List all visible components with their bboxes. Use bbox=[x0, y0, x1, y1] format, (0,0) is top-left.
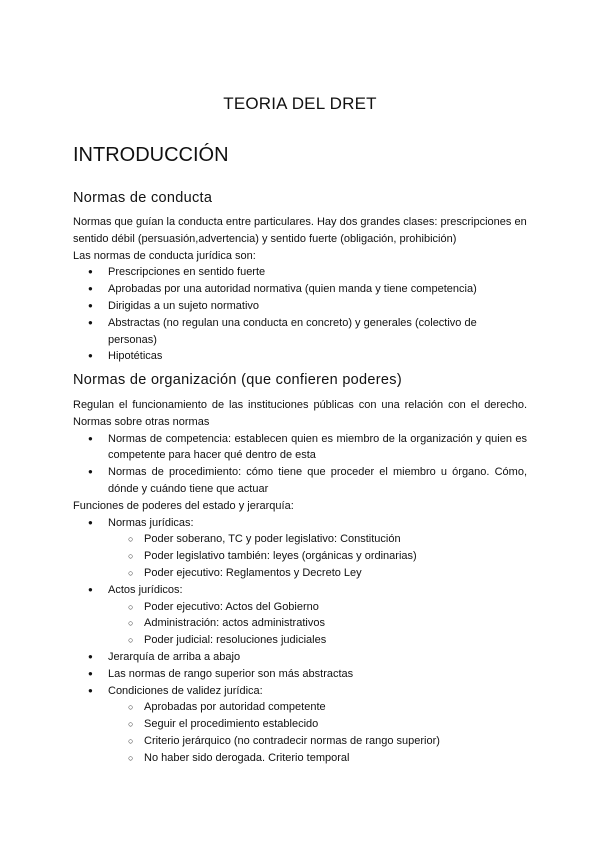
list-item: ● Las normas de rango superior son más abstractas bbox=[73, 666, 527, 683]
section1-body bbox=[73, 214, 527, 365]
sublist bbox=[73, 699, 527, 766]
list-item: ● Normas de procedimiento: cómo tiene que proceder el miembro u órgano. Cómo, dónde y cuándo tiene que actuar bbox=[73, 464, 527, 498]
sublist-item: ○ Seguir el procedimiento establecido bbox=[73, 716, 527, 733]
sublist bbox=[73, 599, 527, 649]
list-item-label: Condiciones de validez jurídica: bbox=[108, 684, 263, 697]
sublist-item: ○ Poder ejecutivo: Reglamentos y Decreto Ley bbox=[73, 565, 527, 582]
list-item: ● Prescripciones en sentido fuerte bbox=[73, 264, 527, 281]
sublist-item: ○ Poder judicial: resoluciones judiciales bbox=[73, 632, 527, 649]
list-item bbox=[73, 515, 527, 532]
list-item: ● Hipotéticas bbox=[73, 348, 527, 365]
list-item-label: Normas jurídicas: bbox=[108, 516, 194, 529]
sublist bbox=[73, 531, 527, 581]
subheading-normas-de-conducta: Normas de conducta bbox=[73, 190, 213, 206]
sublist-container bbox=[73, 599, 527, 649]
list-item-label: Actos jurídicos: bbox=[108, 583, 183, 596]
sublist-container bbox=[73, 699, 527, 766]
sublist-item: ○ Aprobadas por autoridad competente bbox=[73, 699, 527, 716]
subheading-normas-de-organizacion: Normas de organización (que confieren poderes) bbox=[73, 372, 402, 388]
sublist-item: ○ Criterio jerárquico (no contradecir normas de rango superior) bbox=[73, 733, 527, 750]
section2-intro: Regulan el funcionamiento de las instituciones públicas con una relación con el derecho. Normas sobre otras normas bbox=[73, 399, 527, 428]
section1-list-intro: Las normas de conducta jurídica son: bbox=[73, 249, 256, 262]
list-item: ● Aprobadas por una autoridad normativa (quien manda y tiene competencia) bbox=[73, 281, 527, 298]
section1-list bbox=[73, 264, 527, 365]
section2-body bbox=[73, 397, 527, 767]
list-item: ● Normas de competencia: establecen quien es miembro de la organización y quien es competente para hacer qué dentro de esta bbox=[73, 431, 527, 465]
section1-intro: Normas que guían la conducta entre particulares. Hay dos grandes clases: prescripciones en sentido débil (persuasión,advertencia) y sentido fuerte (obligación, prohibición) bbox=[73, 216, 527, 245]
list-item: ● Jerarquía de arriba a abajo bbox=[73, 649, 527, 666]
section-heading-introduccion: INTRODUCCIÓN bbox=[73, 144, 229, 166]
functions-intro: Funciones de poderes del estado y jerarquía: bbox=[73, 499, 294, 512]
list-item bbox=[73, 683, 527, 700]
sublist-container bbox=[73, 531, 527, 581]
sublist-item: ○ Poder legislativo también: leyes (orgánicas y ordinarias) bbox=[73, 548, 527, 565]
functions-list bbox=[73, 515, 527, 767]
document-title: TEORIA DEL DRET bbox=[223, 94, 377, 113]
sublist-item: ○ No haber sido derogada. Criterio temporal bbox=[73, 750, 527, 767]
list-item: ● Dirigidas a un sujeto normativo bbox=[73, 298, 527, 315]
sublist-item: ○ Poder soberano, TC y poder legislativo: Constitución bbox=[73, 531, 527, 548]
list-item bbox=[73, 582, 527, 599]
sublist-item: ○ Administración: actos administrativos bbox=[73, 615, 527, 632]
sublist-item: ○ Poder ejecutivo: Actos del Gobierno bbox=[73, 599, 527, 616]
list-item: ● Abstractas (no regulan una conducta en concreto) y generales (colectivo de personas) bbox=[73, 315, 527, 349]
section2-list bbox=[73, 431, 527, 498]
